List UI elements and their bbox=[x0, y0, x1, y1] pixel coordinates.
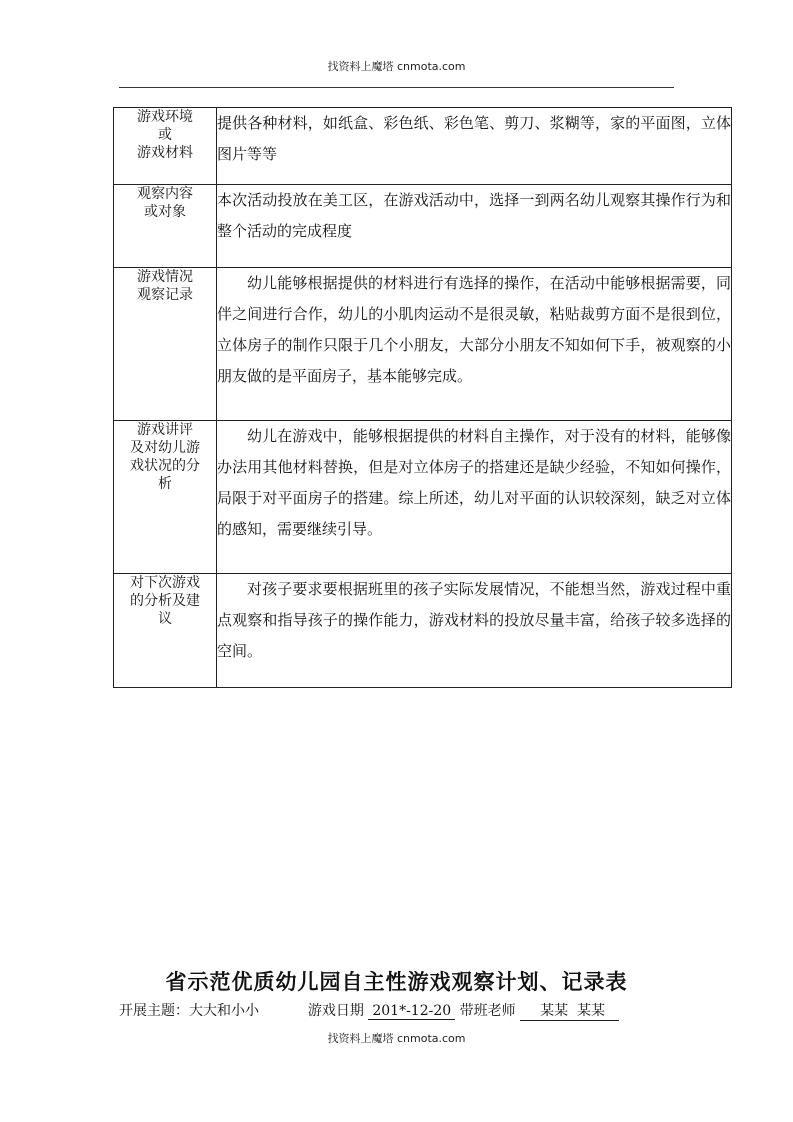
label-line: 及对幼儿游 bbox=[130, 440, 200, 456]
label-line: 游戏环境 bbox=[137, 109, 193, 125]
row-label bbox=[114, 108, 217, 185]
label-line: 游戏讲评 bbox=[137, 422, 193, 438]
table-row bbox=[114, 574, 732, 688]
teacher-value: 某某 某某 bbox=[520, 1000, 619, 1021]
row-content: 本次活动投放在美工区，在游戏活动中，选择一到两名幼儿观察其操作行为和整个活动的完成程度 bbox=[217, 185, 732, 268]
date-value: 201*-12-20 bbox=[368, 1003, 455, 1020]
label-line: 或对象 bbox=[144, 204, 186, 220]
table-row bbox=[114, 185, 732, 268]
table-row bbox=[114, 268, 732, 421]
info-line bbox=[119, 1000, 619, 1021]
table-row bbox=[114, 421, 732, 574]
theme-value: 大大和小小 bbox=[189, 1003, 259, 1019]
header-divider bbox=[119, 87, 674, 88]
label-line: 的分析及建 bbox=[130, 593, 200, 609]
label-line: 析 bbox=[158, 476, 172, 492]
label-line: 游戏材料 bbox=[137, 145, 193, 161]
observation-table bbox=[113, 107, 732, 688]
row-label bbox=[114, 574, 217, 688]
row-content: 幼儿在游戏中，能够根据提供的材料自主操作，对于没有的材料，能够像办法用其他材料替换，但是对立体房子的搭建还是缺少经验，不知如何操作，局限于对平面房子的搭建。综上所述，幼儿对平面的认识较深刻，缺乏对立体的感知，需要继续引导。 bbox=[217, 421, 732, 574]
date-label: 游戏日期 bbox=[307, 1003, 364, 1019]
row-content: 对孩子要求要根据班里的孩子实际发展情况，不能想当然，游戏过程中重点观察和指导孩子的操作能力，游戏材料的投放尽量丰富，给孩子较多选择的空间。 bbox=[217, 574, 732, 688]
teacher-label: 带班老师 bbox=[459, 1003, 516, 1019]
label-line: 观察内容 bbox=[137, 186, 193, 202]
row-content: 提供各种材料，如纸盒、彩色纸、彩色笔、剪刀、浆糊等，家的平面图，立体图片等等 bbox=[217, 108, 732, 185]
document-title: 省示范优质幼儿园自主性游戏观察计划、记录表 bbox=[165, 969, 628, 994]
row-label bbox=[114, 268, 217, 421]
label-line: 议 bbox=[158, 611, 172, 627]
label-line: 或 bbox=[158, 127, 172, 143]
row-label bbox=[114, 421, 217, 574]
label-line: 游戏情况 bbox=[137, 269, 193, 285]
table-row bbox=[114, 108, 732, 185]
row-content: 幼儿能够根据提供的材料进行有选择的操作，在活动中能够根据需要，同伴之间进行合作，幼儿的小肌肉运动不是很灵敏，粘贴裁剪方面不是很到位，立体房子的制作只限于几个小朋友，大部分小朋友不知如何下手，被观察的小朋友做的是平面房子，基本能够完成。 bbox=[217, 268, 732, 421]
page-footer: 找资料上魔塔 cnmota.com bbox=[327, 1032, 466, 1045]
theme-label: 开展主题： bbox=[119, 1003, 189, 1019]
label-line: 观察记录 bbox=[137, 287, 193, 303]
row-label bbox=[114, 185, 217, 268]
label-line: 戏状况的分 bbox=[130, 458, 200, 474]
label-line: 对下次游戏 bbox=[130, 575, 200, 591]
page-header: 找资料上魔塔 cnmota.com bbox=[327, 60, 466, 73]
